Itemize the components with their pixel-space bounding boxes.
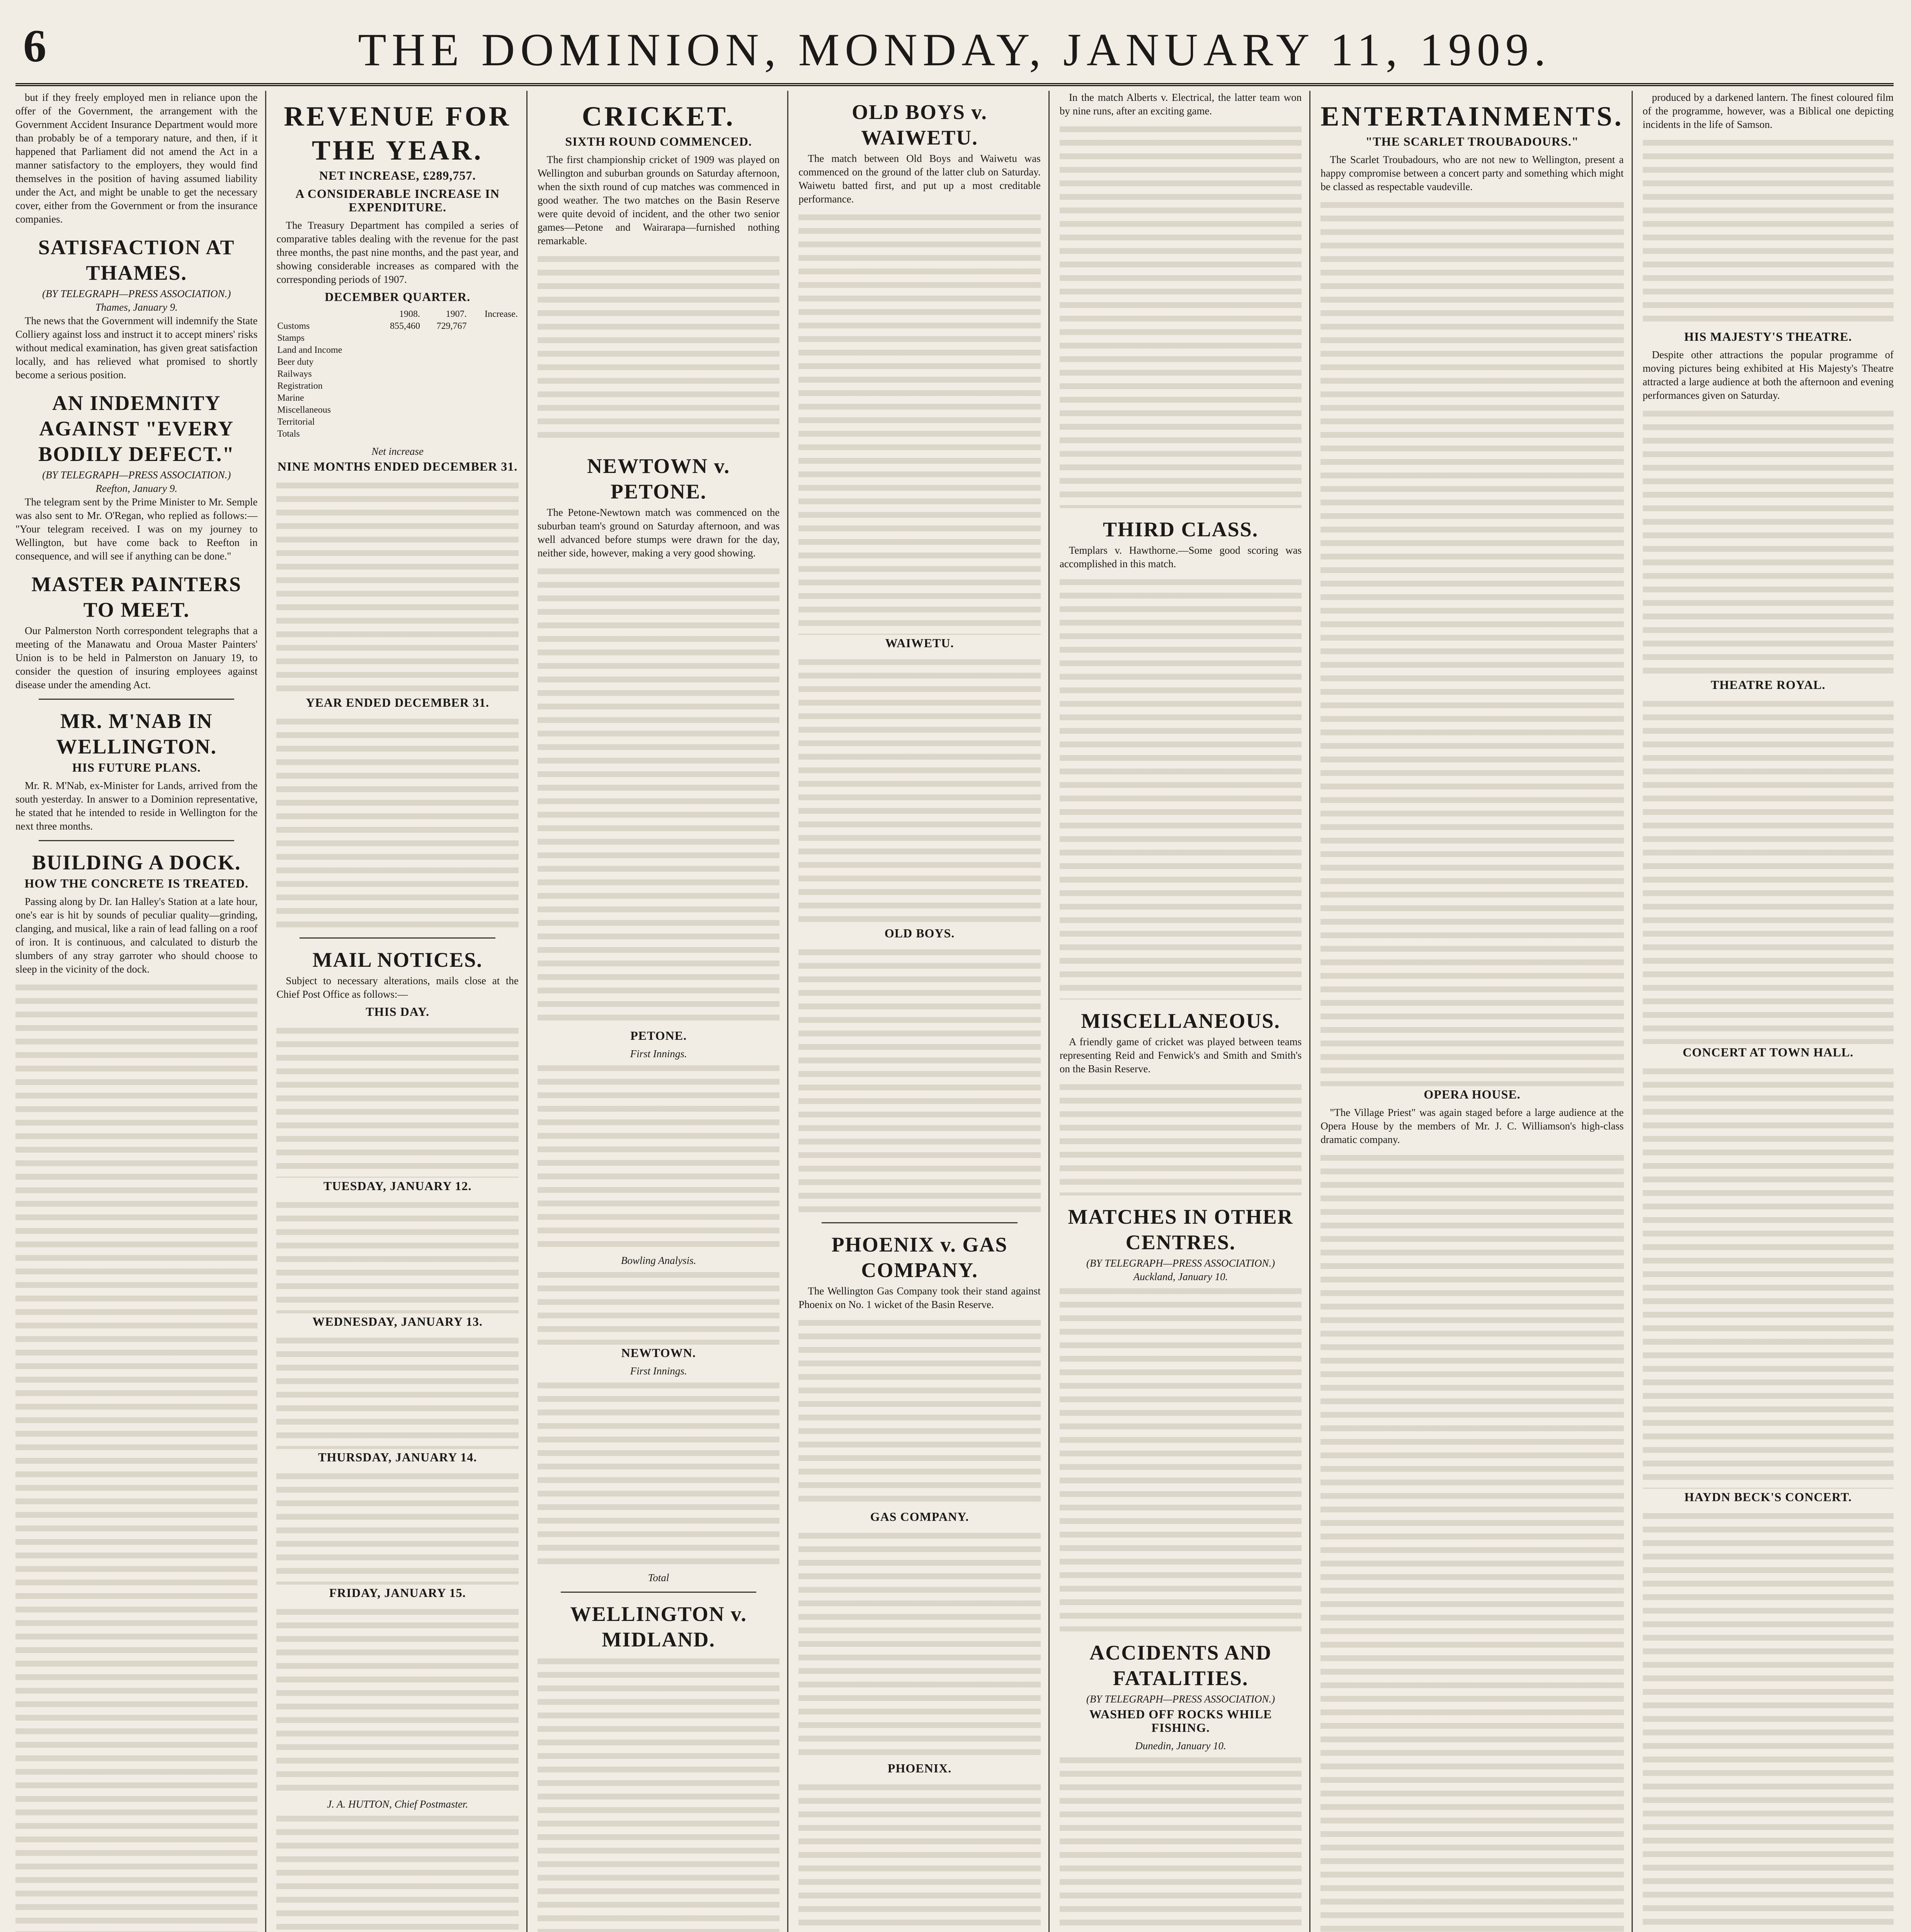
text-block [538,564,779,1027]
table-cell [421,368,468,380]
table-cell [421,356,468,368]
text-block [1321,197,1623,1086]
masthead [15,15,1894,86]
table-row [276,380,518,392]
text-block [276,1604,518,1798]
subheadline: WEDNESDAY, JANUARY 13. [312,1315,483,1328]
byline: (BY TELEGRAPH—PRESS ASSOCIATION.) [1086,1257,1275,1269]
table-total-row [276,428,518,440]
team-heading: WAIWETU. [885,636,954,650]
article-text: but if they freely employed men in reliance upon the offer of the Government, the arrangement with the Government Accident Insurance Department would more than probably be of a temporary nature, and then, if it happened that Parliament did not amend the Act in a manner satisfactory to the employers, they would find themselves in the position of having assumed liability under the Act, and might be unable to get the necessary cover, either from the Government or from the insurance companies. [15,92,258,225]
table-cell [374,368,421,380]
subheadline: WASHED OFF ROCKS WHILE FISHING. [1089,1707,1272,1735]
table-row [276,368,518,380]
table-header-row [276,308,518,320]
article-text: The Scarlet Troubadours, who are not new to Wellington, present a happy compromise between a concert party and something which might be classed as respectable vaudeville. [1321,154,1624,192]
table-cell [374,404,421,416]
table-cell [468,380,519,392]
innings-label: First Innings. [630,1048,687,1060]
subheadline: HOW THE CONCRETE IS TREATED. [24,876,248,890]
column-4 [798,91,1049,1932]
table-header: Increase. [484,309,518,319]
column-7 [1643,91,1894,1932]
headline: MISCELLANEOUS. [1081,1009,1280,1032]
article-text: Subject to necessary alterations, mails close at the Chief Post Office as follows:— [276,975,519,1000]
text-block [1060,1284,1302,1631]
text-block [1321,1150,1623,1932]
team-heading: OLD BOYS. [884,926,955,940]
subheadline: "THE SCARLET TROUBADOURS." [1365,134,1579,148]
headline: MASTER PAINTERS TO MEET. [31,573,242,621]
byline: (BY TELEGRAPH—PRESS ASSOCIATION.) [42,469,231,481]
table-cell [468,416,519,428]
table-row [276,344,518,356]
table-cell [468,404,519,416]
headline: MR. M'NAB IN WELLINGTON. [56,709,217,758]
scorecard [538,1061,779,1254]
table-cell: Customs [277,321,310,331]
table-cell [421,392,468,404]
text-block [1060,575,1302,1000]
headline: WELLINGTON v. MIDLAND. [570,1602,747,1651]
text-block [276,714,518,930]
column-3 [538,91,788,1932]
article-text: produced by a darkened lantern. The finest coloured film of the programme, however, was a Biblical one depicting incidents in the life of Samson. [1642,92,1894,130]
text-block [538,252,779,445]
table-note: Net increase [371,446,424,457]
table-cell: Totals [277,429,300,439]
dateline: Reefton, January 9. [95,483,177,494]
article-text: The first championship cricket of 1909 was played on Wellington and suburban grounds on Saturday afternoon, when the sixth round of cup matches was commenced in good weather. The two matches on the Basin Reserve were quite devoid of incident, and the other two senior games—Petone and Wairarapa—furnished nothing remarkable. [537,154,780,247]
scorecard [798,655,1040,925]
table-cell [374,344,421,356]
table-cell [374,416,421,428]
table-cell [421,428,468,440]
article-text: "The Village Priest" was again staged before a large audience at the Opera House by the members of Mr. J. C. Williamson's high-class dramatic company. [1321,1107,1624,1145]
scorecard [538,1267,779,1345]
subheadline: A CONSIDERABLE INCREASE IN EXPENDITURE. [295,187,500,214]
headline: NEWTOWN v. PETONE. [587,454,730,503]
table-cell [421,344,468,356]
team-heading: NEWTOWN. [621,1346,696,1360]
article-text: Mr. R. M'Nab, ex-Minister for Lands, arrived from the south yesterday. In answer to a Dominion representative, he stated that he intended to reside in Wellington for the next three months. [15,780,258,832]
divider [39,840,234,841]
article-text: Passing along by Dr. Ian Halley's Station at a late hour, one's ear is hit by sounds of peculiar quality—grinding, clanging, and musical, like a rain of lead falling on a roof of iron. It is continuous, and calculated to disturb the slumbers of any stray garroter who should choose to sleep in the vicinity of the dock. [15,896,258,975]
column-1 [15,91,266,1932]
text-block [798,1315,1040,1509]
table-cell [421,332,468,344]
article-text: In the match Alberts v. Electrical, the latter team won by nine runs, after an exciting game. [1059,92,1302,117]
headline: OLD BOYS v. WAIWETU. [852,100,987,149]
subheadline: HIS FUTURE PLANS. [72,760,201,774]
page-number: 6 [23,20,46,71]
subheadline: THURSDAY, JANUARY 14. [318,1450,477,1464]
text-block [798,210,1040,635]
table-cell: Miscellaneous [277,405,331,415]
divider [39,699,234,700]
article-text: The match between Old Boys and Waiwetu was commenced on the ground of the latter club on Saturday. Waiwetu batted first, and put up a most creditable performance. [798,153,1041,205]
table-cell [468,356,519,368]
scorecard [798,1528,1040,1760]
dateline: Auckland, January 10. [1133,1271,1228,1282]
table-row [276,404,518,416]
headline: CRICKET. [582,101,735,132]
bowling-label: Bowling Analysis. [621,1255,696,1266]
divider [299,937,495,939]
table-row [276,416,518,428]
text-block [1643,1064,1894,1489]
subheadline: NET INCREASE, £289,757. [319,168,476,182]
headline: THIRD CLASS. [1103,518,1259,541]
innings-label: First Innings. [630,1365,687,1377]
table-cell [374,428,421,440]
table-cell: Marine [277,393,304,403]
table-cell [421,416,468,428]
table-header [276,308,374,320]
text-block [15,980,257,1932]
signoff: J. A. HUTTON, Chief Postmaster. [327,1798,468,1810]
table-cell: 729,767 [436,321,467,331]
total-label: Total [648,1572,669,1583]
column-5 [1060,91,1310,1932]
table-cell [374,380,421,392]
text-block [276,1197,518,1313]
text-block [276,1469,518,1585]
article-text: Templars v. Hawthorne.—Some good scoring was accomplished in this match. [1059,544,1302,570]
table-cell [374,356,421,368]
table-cell [421,404,468,416]
headline: MATCHES IN OTHER CENTRES. [1068,1205,1293,1254]
text-block [1643,1509,1894,1932]
team-heading: PETONE. [630,1029,687,1043]
table-cell: Territorial [277,417,315,427]
subheadline: SIXTH ROUND COMMENCED. [565,134,752,148]
table-row [276,320,518,332]
subheadline: THEATRE ROYAL. [1710,678,1826,692]
table-cell: 855,460 [390,321,420,331]
team-heading: PHOENIX. [887,1761,952,1775]
headline: AN INDEMNITY AGAINST "EVERY BODILY DEFECT." [38,391,235,466]
text-block [1060,1080,1302,1196]
subheadline: FRIDAY, JANUARY 15. [329,1586,466,1600]
subheadline: HIS MAJESTY'S THEATRE. [1684,330,1852,344]
divider [822,1222,1017,1223]
table-cell: Registration [277,381,323,391]
text-block [276,1333,518,1449]
scorecard [798,945,1040,1215]
table-cell [374,332,421,344]
column-2 [276,91,527,1932]
article-text: The telegram sent by the Prime Minister to Mr. Semple was also sent to Mr. O'Regan, who replied as follows:— "Your telegram received. I was on my journey to Wellington, but have come back to Reefton in consequence, and will see if anything can be done." [15,496,258,562]
table-cell: Land and Income [277,345,342,355]
text-block [1060,122,1302,508]
text-block [538,1654,779,1932]
table-title: DECEMBER QUARTER. [325,290,471,304]
byline: (BY TELEGRAPH—PRESS ASSOCIATION.) [1086,1693,1275,1705]
table-cell [468,332,519,344]
table-cell [374,392,421,404]
subheadline: TUESDAY, JANUARY 12. [323,1179,472,1193]
text-block [276,1811,518,1932]
headline: SATISFACTION AT THAMES. [38,236,235,284]
table-cell [468,320,519,332]
table-row [276,332,518,344]
headline: MAIL NOTICES. [312,948,483,971]
subheadline: THIS DAY. [366,1005,430,1019]
headline: ENTERTAINMENTS. [1321,101,1624,132]
subheadline: OPERA HOUSE. [1424,1087,1521,1101]
dateline: Thames, January 9. [95,301,178,313]
table-cell [468,428,519,440]
divider [561,1592,756,1593]
table-cell: Railways [277,369,312,379]
table-cell: Stamps [277,333,305,343]
article-text: Our Palmerston North correspondent telegraphs that a meeting of the Manawatu and Oroua Master Painters' Union is to be held in Palmerston on January 19, to consider the question of insuring employees against disease under the amending Act. [15,625,258,690]
table-cell: Beer duty [277,357,314,367]
table-title: YEAR ENDED DECEMBER 31. [306,696,489,709]
table-cell [421,380,468,392]
text-block [1643,135,1894,328]
column-6 [1321,91,1632,1932]
columns [15,91,1894,1932]
masthead-title: THE DOMINION, MONDAY, JANUARY 11, 1909. [358,24,1551,75]
article-text: The news that the Government will indemnify the State Colliery against loss and instruct it to accept miners' risks without medical examination, has given great satisfaction locally, and has relieved what promised to shortly become a serious position. [15,315,258,381]
table-row [276,356,518,368]
table-row [276,392,518,404]
text-block [276,1023,518,1178]
headline: BUILDING A DOCK. [32,851,241,874]
table-title: NINE MONTHS ENDED DECEMBER 31. [277,459,518,473]
article-text: Despite other attractions the popular programme of moving pictures being exhibited at His Majesty's Theatre attracted a large audience at both the afternoon and evening performances given on Saturday. [1642,349,1894,401]
text-block [1060,1753,1302,1932]
text-block [1643,696,1894,1044]
table-cell [468,392,519,404]
subheadline: CONCERT AT TOWN HALL. [1683,1045,1854,1059]
dateline: Dunedin, January 10. [1135,1740,1226,1752]
article-text: The Treasury Department has compiled a series of comparative tables dealing with the revenue for the past three months, the past nine months, and the past year, and showing considerable increases as compared with the corresponding periods of 1907. [276,219,519,285]
table-cell [468,368,519,380]
subheadline: HAYDN BECK'S CONCERT. [1684,1490,1852,1504]
revenue-table [276,308,518,440]
scorecard [538,1378,779,1571]
headline: REVENUE FOR THE YEAR. [284,101,511,166]
headline: PHOENIX v. GAS COMPANY. [831,1233,1008,1282]
table-header: 1908. [399,309,420,319]
table-header: 1907. [446,309,467,319]
byline: (BY TELEGRAPH—PRESS ASSOCIATION.) [42,288,231,299]
text-block [276,478,518,694]
article-text: A friendly game of cricket was played between teams representing Reid and Fenwick's and Smith and Smith's on the Basin Reserve. [1059,1036,1302,1075]
text-block [1643,406,1894,677]
article-text: The Petone-Newtown match was commenced on the suburban team's ground on Saturday afternoon, and was well advanced before stumps were drawn for the day, neither side, however, making a very good showing. [537,507,780,559]
table-cell [468,344,519,356]
article-text: The Wellington Gas Company took their stand against Phoenix on No. 1 wicket of the Basin Reserve. [798,1285,1041,1310]
scorecard [798,1780,1040,1932]
headline: ACCIDENTS AND FATALITIES. [1089,1641,1272,1690]
team-heading: GAS COMPANY. [870,1510,969,1524]
